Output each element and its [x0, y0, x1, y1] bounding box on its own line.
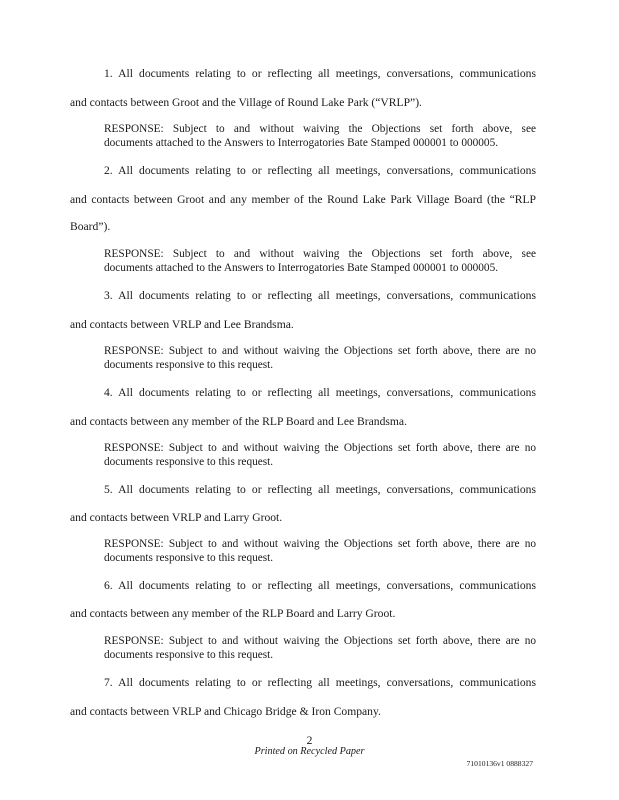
response-6-line-2: documents responsive to this request. — [104, 648, 274, 661]
request-2-line-3: Board”). — [70, 220, 111, 233]
page-number: 2 — [306, 734, 313, 747]
response-2 — [104, 248, 536, 275]
response-5-line-1: RESPONSE: Subject to and without waiving the Objections set forth above, there are no — [104, 538, 536, 550]
response-1-line-2: documents attached to the Answers to Interrogatories Bate Stamped 000001 to 000005. — [104, 136, 499, 149]
request-1-line-2: and contacts between Groot and the Village of Round Lake Park (“VRLP”). — [70, 96, 422, 109]
printed-on-recycled-paper: Printed on Recycled Paper — [254, 746, 365, 757]
document-id: 71010136v1 0888327 — [466, 759, 533, 768]
request-7-line-1: 7. All documents relating to or reflecting all meetings, conversations, communications — [104, 676, 536, 689]
response-4-line-1: RESPONSE: Subject to and without waiving the Objections set forth above, there are no — [104, 442, 536, 454]
request-6-line-1: 6. All documents relating to or reflecting all meetings, conversations, communications — [104, 579, 536, 592]
response-3-line-2: documents responsive to this request. — [104, 358, 274, 371]
response-2-line-2: documents attached to the Answers to Interrogatories Bate Stamped 000001 to 000005. — [104, 261, 499, 274]
request-2-line-2: and contacts between Groot and any member of the Round Lake Park Village Board (the “RLP — [70, 193, 536, 206]
request-5-line-1: 5. All documents relating to or reflecting all meetings, conversations, communications — [104, 483, 536, 496]
response-4-line-2: documents responsive to this request. — [104, 455, 274, 468]
request-3-line-1: 3. All documents relating to or reflecting all meetings, conversations, communications — [104, 289, 536, 302]
response-5-line-2: documents responsive to this request. — [104, 551, 274, 564]
request-4-line-1: 4. All documents relating to or reflecting all meetings, conversations, communications — [104, 386, 536, 399]
request-3-line-2: and contacts between VRLP and Lee Brandsma. — [70, 318, 294, 331]
response-3 — [104, 345, 536, 372]
request-6-line-2: and contacts between any member of the RLP Board and Larry Groot. — [70, 607, 396, 620]
request-1-line-1: 1. All documents relating to or reflecting all meetings, conversations, communications — [104, 67, 536, 80]
request-2-line-1: 2. All documents relating to or reflecting all meetings, conversations, communications — [104, 164, 536, 177]
request-7-line-2: and contacts between VRLP and Chicago Bridge & Iron Company. — [70, 705, 381, 718]
response-4 — [104, 442, 536, 469]
response-1 — [104, 123, 536, 150]
response-6 — [104, 635, 536, 662]
response-1-line-1: RESPONSE: Subject to and without waiving the Objections set forth above, see — [104, 123, 536, 135]
response-5 — [104, 538, 536, 565]
request-5-line-2: and contacts between VRLP and Larry Groot. — [70, 511, 283, 524]
request-4-line-2: and contacts between any member of the RLP Board and Lee Brandsma. — [70, 415, 407, 428]
response-6-line-1: RESPONSE: Subject to and without waiving the Objections set forth above, there are no — [104, 635, 536, 647]
response-3-line-1: RESPONSE: Subject to and without waiving the Objections set forth above, there are no — [104, 345, 536, 357]
response-2-line-1: RESPONSE: Subject to and without waiving the Objections set forth above, see — [104, 248, 536, 260]
